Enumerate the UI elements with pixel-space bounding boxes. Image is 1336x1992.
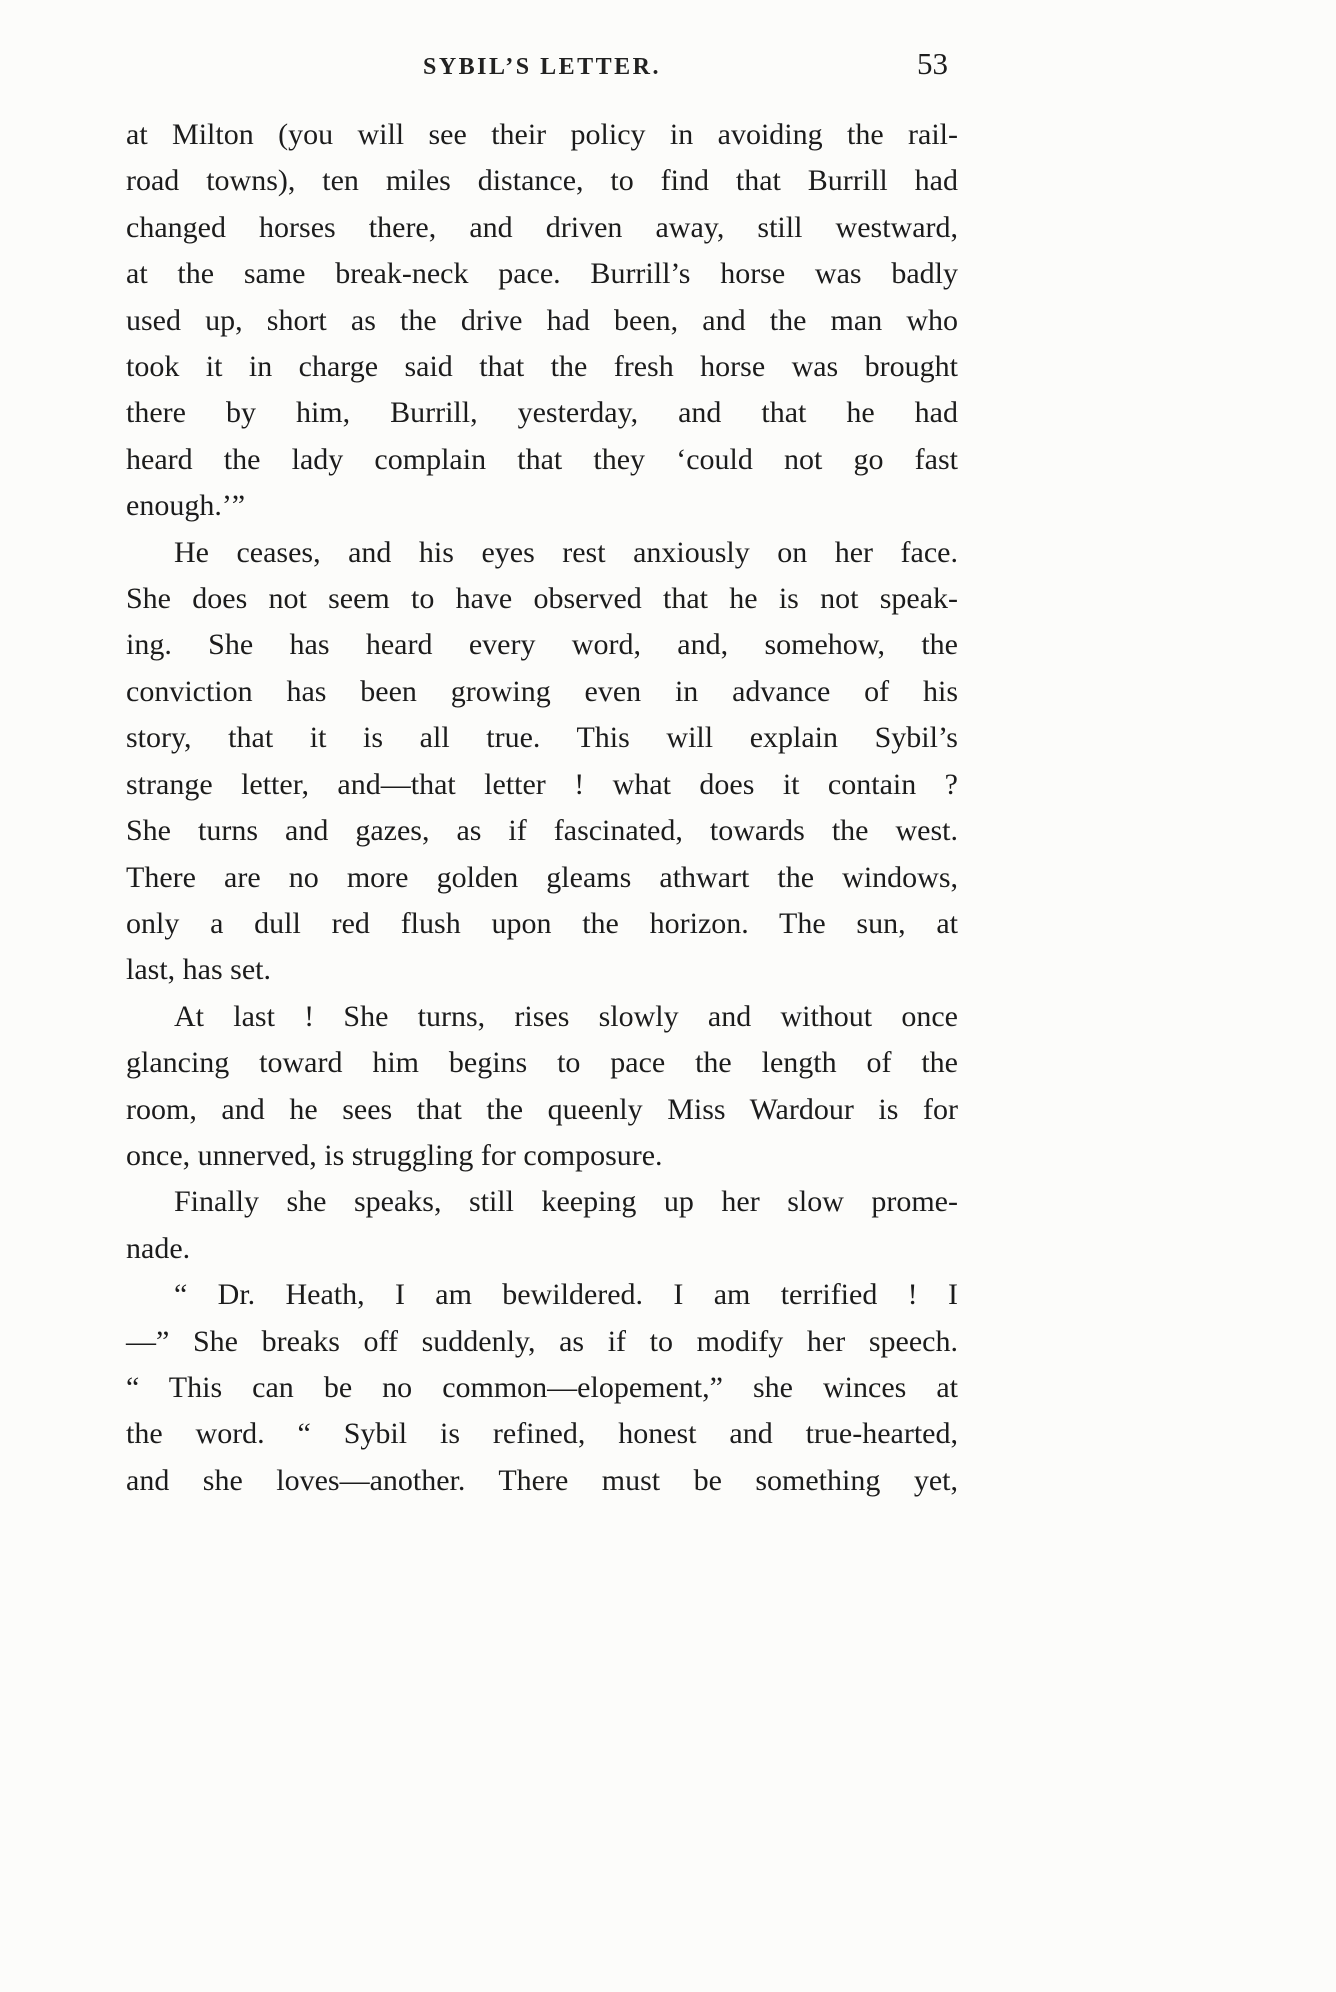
text-line: took it in charge said that the fresh horse was brought [126, 350, 958, 384]
text-line: changed horses there, and driven away, still westward, [126, 210, 958, 244]
text-line: “ Dr. Heath, I am bewildered. I am terrified ! I [174, 1278, 958, 1312]
text-line: glancing toward him begins to pace the length of the [126, 1046, 958, 1080]
paragraph [126, 530, 958, 994]
text-line: nade. [126, 1231, 191, 1265]
paragraph [126, 994, 958, 1180]
text-line: only a dull red flush upon the horizon. The sun, at [126, 906, 958, 940]
text-line: conviction has been growing even in advance of his [126, 674, 958, 708]
paragraph [126, 1179, 958, 1272]
text-line: used up, short as the drive had been, and the man who [126, 303, 958, 337]
text-line: there by him, Burrill, yesterday, and that he had [126, 396, 958, 430]
text-line: and she loves—another. There must be something yet, [126, 1463, 958, 1497]
text-line: once, unnerved, is struggling for composure. [126, 1138, 663, 1172]
text-line: heard the lady complain that they ‘could not go fast [126, 442, 958, 476]
paragraph [126, 112, 958, 530]
text-line: At last ! She turns, rises slowly and without once [174, 999, 958, 1033]
text-line: He ceases, and his eyes rest anxiously on her face. [174, 535, 958, 569]
text-line: There are no more golden gleams athwart the windows, [126, 860, 958, 894]
paragraph [126, 1272, 958, 1504]
page-body [126, 112, 958, 1504]
text-block [126, 42, 958, 1504]
text-line: She turns and gazes, as if fascinated, towards the west. [126, 814, 958, 848]
page-header [126, 42, 958, 86]
text-line: Finally she speaks, still keeping up her slow prome- [174, 1185, 958, 1219]
text-line: enough.’” [126, 489, 246, 523]
text-line: room, and he sees that the queenly Miss Wardour is for [126, 1092, 958, 1126]
text-line: at the same break-neck pace. Burrill’s horse was badly [126, 257, 958, 291]
page-title: SYBIL’S LETTER. [422, 54, 662, 80]
text-line: the word. “ Sybil is refined, honest and true-hearted, [126, 1417, 958, 1451]
text-line: ing. She has heard every word, and, somehow, the [126, 628, 958, 662]
text-line: at Milton (you will see their policy in avoiding the rail- [126, 118, 958, 151]
text-line: She does not seem to have observed that he is not speak- [126, 582, 958, 616]
text-line: story, that it is all true. This will explain Sybil’s [126, 721, 958, 755]
text-line: —” She breaks off suddenly, as if to modify her speech. [126, 1324, 958, 1358]
text-line: strange letter, and—that letter ! what does it contain ? [126, 767, 958, 801]
text-line: last, has set. [126, 953, 271, 987]
text-line: “ This can be no common—elopement,” she winces at [126, 1370, 958, 1404]
page-number: 53 [917, 46, 948, 81]
text-line: road towns), ten miles distance, to find that Burrill had [126, 164, 958, 198]
